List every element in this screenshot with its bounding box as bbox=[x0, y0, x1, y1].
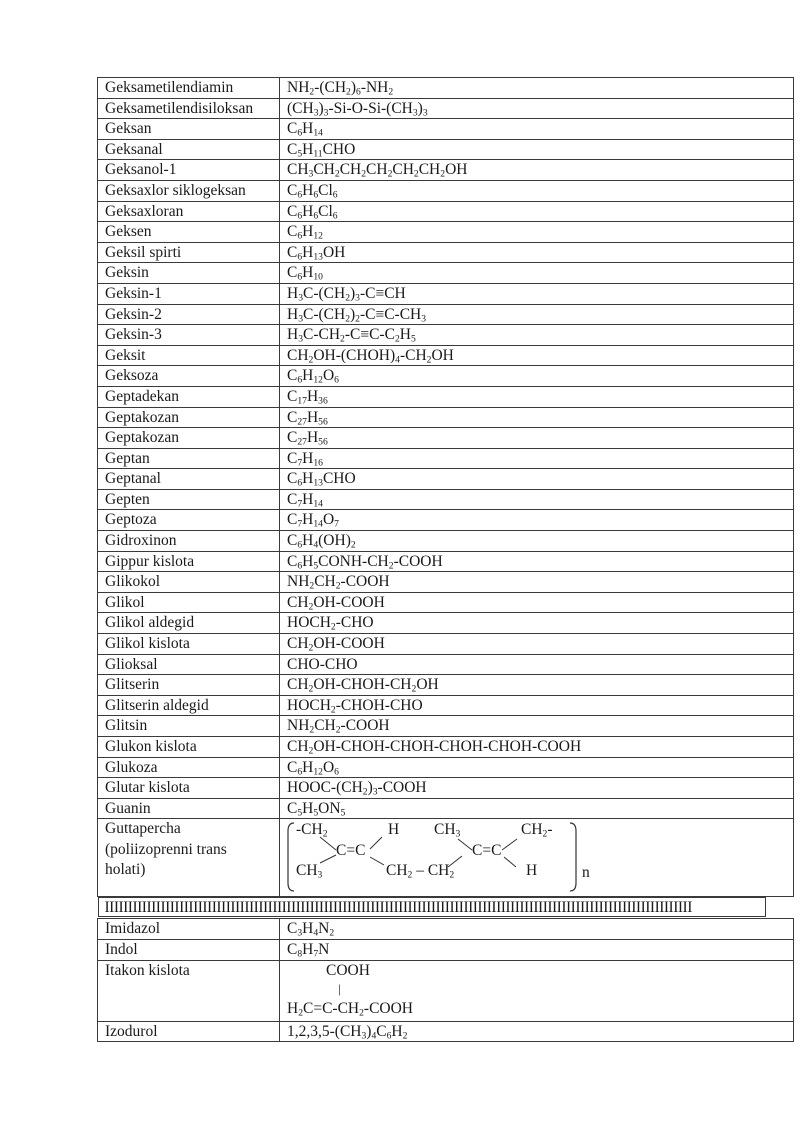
table-row bbox=[98, 531, 794, 552]
compound-formula: $H_3C-(CH_2)_2-C\equiv C-CH_3$ bbox=[280, 304, 794, 325]
compound-name: Geksin bbox=[98, 263, 280, 284]
table-row bbox=[98, 960, 794, 1021]
guttapercha-section bbox=[98, 819, 794, 897]
guttapercha-name-line-1: Guttapercha bbox=[105, 820, 181, 838]
compound-name: Geksaxlor siklogeksan bbox=[98, 180, 280, 201]
table-row bbox=[98, 222, 794, 243]
compound-name: Geptakozan bbox=[98, 428, 280, 449]
compound-formula: $CH_2OH-CHOH-CHOH-CHOH-CHOH$-COOH bbox=[280, 737, 794, 758]
itakon-structure bbox=[280, 960, 794, 1021]
itakon-top: COOH bbox=[326, 961, 370, 979]
compound-formula: $H_3C-CH_2-C\equiv C-C_2H_5$ bbox=[280, 325, 794, 346]
compound-name: Geptadekan bbox=[98, 386, 280, 407]
table-row bbox=[98, 78, 794, 99]
compound-formula: $CH_2OH-CHOH-CH_2OH$ bbox=[280, 675, 794, 696]
compound-formula: $C_{17}H_{36}$ bbox=[280, 386, 794, 407]
compound-name: Glikokol bbox=[98, 572, 280, 593]
compound-formula: $C_{27}H_{56}$ bbox=[280, 407, 794, 428]
compound-name: Guanin bbox=[98, 798, 280, 819]
gutta-top-h: H bbox=[388, 821, 400, 839]
compound-table bbox=[97, 77, 794, 1042]
compound-formula: $C_6H_4(OH)_2$ bbox=[280, 531, 794, 552]
table-row bbox=[98, 778, 794, 799]
compound-formula: $C_6H_5CONH-CH_2$-COOH bbox=[280, 551, 794, 572]
compound-name: Geptanal bbox=[98, 469, 280, 490]
compound-name bbox=[98, 819, 280, 897]
compound-formula: $C_6H_{12}O_6$ bbox=[280, 366, 794, 387]
gutta-bot-h: H bbox=[526, 862, 538, 880]
table-row bbox=[98, 386, 794, 407]
compound-rows-g bbox=[98, 78, 794, 819]
table-row bbox=[98, 407, 794, 428]
compound-formula: $NH_2-(CH_2)_6-NH_2$ bbox=[280, 78, 794, 99]
table-row bbox=[98, 345, 794, 366]
compound-name: Geksil spirti bbox=[98, 242, 280, 263]
compound-name: Glutar kislota bbox=[98, 778, 280, 799]
compound-name: Gidroxinon bbox=[98, 531, 280, 552]
table-row bbox=[98, 654, 794, 675]
compound-name: Geptakozan bbox=[98, 407, 280, 428]
table-row bbox=[98, 119, 794, 140]
compound-formula: $CH_2OH$-COOH bbox=[280, 634, 794, 655]
compound-name: Itakon kislota bbox=[98, 960, 280, 1021]
table-row bbox=[98, 1021, 794, 1042]
compound-name: Glikol bbox=[98, 592, 280, 613]
compound-name: Gippur kislota bbox=[98, 551, 280, 572]
table-row bbox=[98, 201, 794, 222]
compound-name: Geksin-3 bbox=[98, 325, 280, 346]
itakon-bar: | bbox=[338, 980, 341, 996]
compound-name: Geksametilendisiloksan bbox=[98, 98, 280, 119]
table-row bbox=[98, 737, 794, 758]
table-row bbox=[98, 634, 794, 655]
compound-formula: HOOC-$(CH_2)_3$-COOH bbox=[280, 778, 794, 799]
compound-name: Glioksal bbox=[98, 654, 280, 675]
table-row bbox=[98, 510, 794, 531]
gutta-top-right: $CH_2-$ bbox=[521, 821, 553, 840]
table-row bbox=[98, 325, 794, 346]
compound-formula: $1,2,3,5-(CH_3)_4C_6H_2$ bbox=[280, 1021, 794, 1042]
compound-name: Indol bbox=[98, 939, 280, 960]
guttapercha-name-line-3: holati) bbox=[105, 861, 146, 879]
compound-formula: $C_6H_{10}$ bbox=[280, 263, 794, 284]
separator-section bbox=[98, 897, 794, 919]
table-row bbox=[98, 592, 794, 613]
table-row bbox=[98, 283, 794, 304]
compound-formula: $CH_3CH_2CH_2CH_2CH_2CH_2OH$ bbox=[280, 160, 794, 181]
compound-formula: $C_7H_{14}$ bbox=[280, 489, 794, 510]
compound-name: Glikol kislota bbox=[98, 634, 280, 655]
compound-formula: $C_7H_{16}$ bbox=[280, 448, 794, 469]
compound-name: Geksen bbox=[98, 222, 280, 243]
compound-name: Geksametilendiamin bbox=[98, 78, 280, 99]
table-row bbox=[98, 180, 794, 201]
gutta-cc1: C=C bbox=[336, 842, 366, 860]
compound-name: Geksit bbox=[98, 345, 280, 366]
table-row bbox=[98, 613, 794, 634]
table-row bbox=[98, 819, 794, 897]
compound-rows-i bbox=[98, 919, 794, 960]
compound-formula: $C_6H_{12}O_6$ bbox=[280, 757, 794, 778]
table-row bbox=[98, 551, 794, 572]
itakon-section bbox=[98, 960, 794, 1021]
table-row bbox=[98, 469, 794, 490]
gutta-bot-ch3: $CH_3$ bbox=[296, 862, 323, 881]
itakon-bottom: $H_2C=C-CH_2$-COOH bbox=[287, 999, 414, 1018]
compound-name: Geksan bbox=[98, 119, 280, 140]
table-row bbox=[98, 263, 794, 284]
last-section bbox=[98, 1021, 794, 1042]
guttapercha-name-line-2: (poliizoprenni trans bbox=[105, 840, 227, 858]
table-row bbox=[98, 939, 794, 960]
compound-formula: $H_3C-(CH_2)_3-C\equiv CH$ bbox=[280, 283, 794, 304]
compound-name: Geksaxloran bbox=[98, 201, 280, 222]
gutta-top-ch3: $CH_3$ bbox=[434, 821, 461, 840]
table-row bbox=[98, 242, 794, 263]
compound-name: Geksoza bbox=[98, 366, 280, 387]
compound-formula: $C_8H_7N$ bbox=[280, 939, 794, 960]
table-row bbox=[98, 304, 794, 325]
compound-formula: $C_{27}H_{56}$ bbox=[280, 428, 794, 449]
compound-name: Glitsin bbox=[98, 716, 280, 737]
compound-formula: $NH_2CH_2$-COOH bbox=[280, 572, 794, 593]
compound-name: Glukon kislota bbox=[98, 737, 280, 758]
compound-formula: $C_6H_{13}CHO$ bbox=[280, 469, 794, 490]
table-row bbox=[98, 448, 794, 469]
compound-formula: $CH_2OH$-COOH bbox=[280, 592, 794, 613]
table-row bbox=[98, 757, 794, 778]
table-row bbox=[98, 695, 794, 716]
compound-formula: $HOCH_2-CHOH$-CHO bbox=[280, 695, 794, 716]
compound-name: Imidazol bbox=[98, 919, 280, 940]
table-row bbox=[98, 139, 794, 160]
separator-text: IIIIIIIIIIIIIIIIIIIIIIIIIIIIIIIIIIIIIIIIIIIIIIIIIIIIIIIIIIIIIIIIIIIIIIIIIIIIIIIIIIIIIIIIIIIIIIIIIIIIIIIIIIIIIIIIIIIIIIIIIIIIII bbox=[98, 897, 766, 917]
compound-formula: $C_6H_6Cl_6$ bbox=[280, 201, 794, 222]
guttapercha-structure bbox=[280, 819, 794, 897]
compound-formula: $C_6H_{12}$ bbox=[280, 222, 794, 243]
compound-name: Geksin-2 bbox=[98, 304, 280, 325]
table-row bbox=[98, 160, 794, 181]
compound-name: Geksin-1 bbox=[98, 283, 280, 304]
separator-row bbox=[98, 897, 794, 919]
compound-formula: $C_7H_{14}O_7$ bbox=[280, 510, 794, 531]
compound-formula: $CH_2OH-(CHOH)_4-CH_2OH$ bbox=[280, 345, 794, 366]
compound-formula: $C_6H_{13}OH$ bbox=[280, 242, 794, 263]
compound-name: Glitserin bbox=[98, 675, 280, 696]
table-row bbox=[98, 366, 794, 387]
table-row bbox=[98, 572, 794, 593]
table-row bbox=[98, 489, 794, 510]
gutta-n: n bbox=[582, 864, 590, 882]
compound-name: Glikol aldegid bbox=[98, 613, 280, 634]
compound-formula: $(CH_3)_3-Si-O-Si-(CH_3)_3$ bbox=[280, 98, 794, 119]
table-row bbox=[98, 98, 794, 119]
compound-formula: $C_6H_6Cl_6$ bbox=[280, 180, 794, 201]
compound-formula: $C_5H_{11}CHO$ bbox=[280, 139, 794, 160]
compound-formula: $C_6H_{14}$ bbox=[280, 119, 794, 140]
compound-name: Geksanol-1 bbox=[98, 160, 280, 181]
compound-name: Izodurol bbox=[98, 1021, 280, 1042]
compound-formula: CHO-CHO bbox=[280, 654, 794, 675]
compound-name: Geptoza bbox=[98, 510, 280, 531]
compound-formula: $HOCH_2$-CHO bbox=[280, 613, 794, 634]
gutta-top-left: $-CH_2$ bbox=[296, 821, 328, 840]
table-row bbox=[98, 919, 794, 940]
compound-name: Geksanal bbox=[98, 139, 280, 160]
gutta-bot-mid: $CH_2 - CH_2$ bbox=[386, 862, 455, 881]
table-row bbox=[98, 675, 794, 696]
compound-formula: $C_3H_4N_2$ bbox=[280, 919, 794, 940]
compound-name: Glukoza bbox=[98, 757, 280, 778]
table-row bbox=[98, 716, 794, 737]
table-row bbox=[98, 428, 794, 449]
compound-formula: $NH_2CH_2$-COOH bbox=[280, 716, 794, 737]
compound-formula: $C_5H_5ON_5$ bbox=[280, 798, 794, 819]
compound-name: Geptan bbox=[98, 448, 280, 469]
gutta-cc2: C=C bbox=[472, 842, 502, 860]
compound-name: Glitserin aldegid bbox=[98, 695, 280, 716]
compound-name: Gepten bbox=[98, 489, 280, 510]
table-row bbox=[98, 798, 794, 819]
